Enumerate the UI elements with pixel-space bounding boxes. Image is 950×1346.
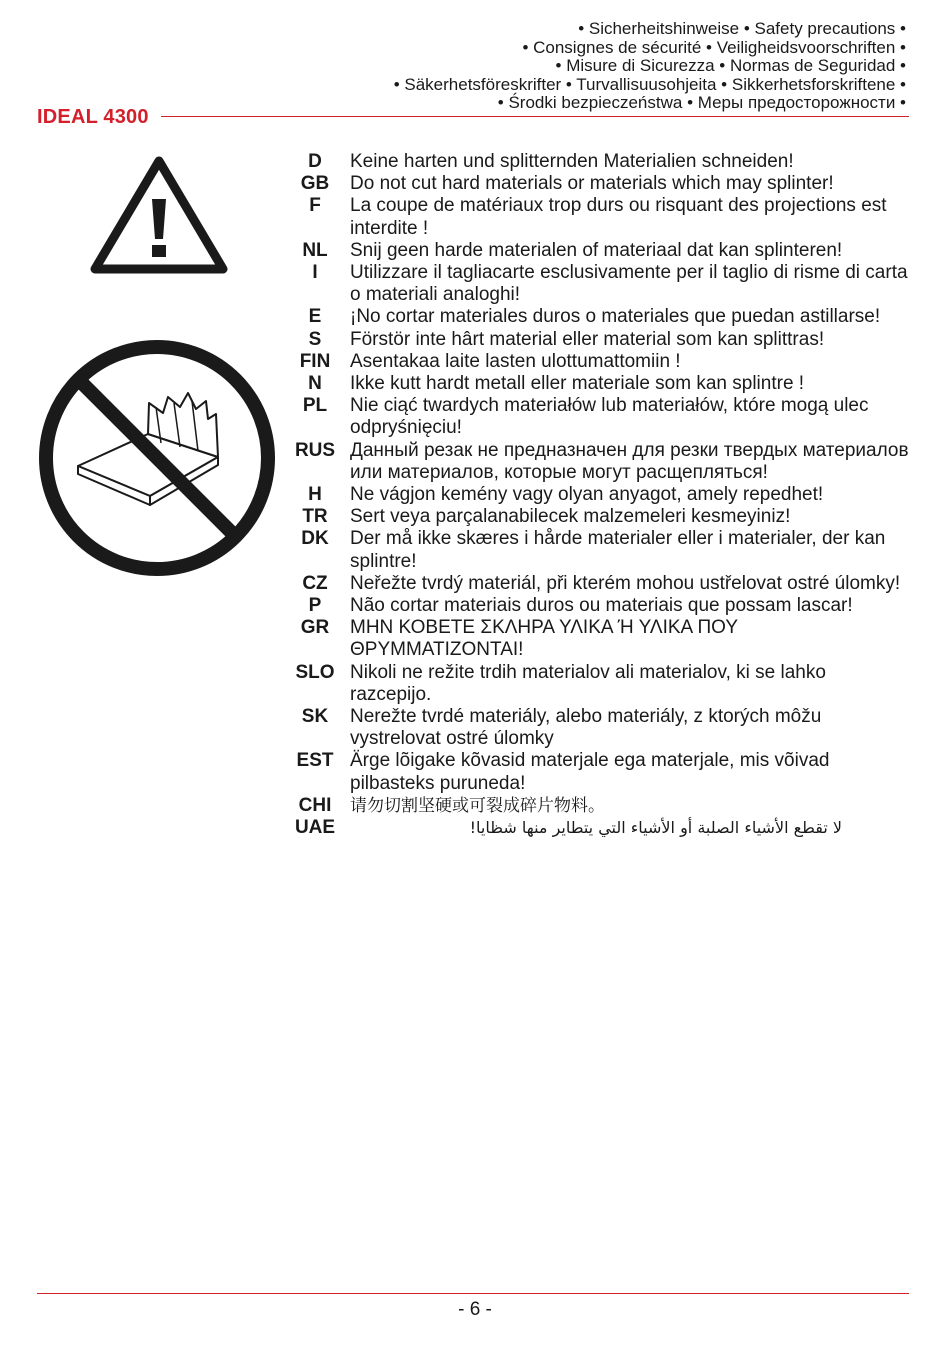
language-code: PL: [302, 395, 328, 417]
list-item: [292, 262, 912, 306]
warning-text: Der må ikke skæres i hårde materialer eller i materialer, der kan splintre!: [350, 528, 886, 572]
page-number: - 6 -: [458, 1299, 492, 1320]
warning-text: 请勿切割坚硬或可裂成碎片物料。: [350, 795, 605, 815]
warning-text: Förstör inte hârt material eller material som kan splittras!: [350, 328, 825, 350]
warning-text: ΜΗΝ ΚΟΒΕΤΕ ΣΚΛΗΡΑ ΥΛΙΚΑ Ή ΥΛΙΚΑ ΠΟΥ ΘΡΥΜΜΑΤΙΖΟΝΤΑΙ!: [350, 617, 738, 661]
header-line: • Sicherheitshinweise • Safety precautions •: [578, 19, 906, 38]
list-item: [292, 395, 912, 439]
language-code: CHI: [298, 794, 332, 816]
list-item: [292, 817, 912, 839]
language-code: TR: [302, 506, 328, 528]
header-line: • Säkerhetsföreskrifter • Turvallisuusohjeita • Sikkerhetsforskriftene •: [393, 74, 906, 94]
warning-text: Neřežte tvrdý materiál, při kterém mohou ustřelovat ostré úlomky!: [350, 572, 901, 594]
no-hard-materials-icon: [38, 339, 276, 577]
list-item: [292, 173, 912, 195]
language-code: FIN: [299, 350, 331, 372]
warning-text: Данный резак не предназначен для резки твердых материалов или материалов, которые могут расщепляться!: [350, 439, 909, 483]
language-code: DK: [301, 528, 329, 550]
list-item: [292, 484, 912, 506]
language-code: CZ: [302, 572, 328, 594]
list-item: [292, 795, 912, 817]
language-code: GR: [300, 617, 330, 639]
language-code: UAE: [294, 817, 336, 839]
header-line: • Misure di Sicurezza • Normas de Seguridad •: [555, 56, 906, 76]
list-item: [292, 528, 912, 572]
warning-text: Utilizzare il tagliacarte esclusivamente per il taglio di risme di carta o materiali analoghi!: [350, 262, 908, 306]
list-item: [292, 662, 912, 706]
list-item: [292, 151, 912, 173]
list-item: [292, 506, 912, 528]
warning-text: Nikoli ne režite trdih materialov ali materialov, ki se lahko razcepijo.: [350, 661, 826, 705]
language-code: S: [308, 328, 322, 350]
language-code: P: [308, 595, 322, 617]
warning-text: ¡No cortar materiales duros o materiales que puedan astillarse!: [350, 306, 881, 328]
warning-text: Asentakaa laite lasten ulottumattomiin !: [350, 350, 681, 372]
list-item: [292, 351, 912, 373]
list-item: [292, 750, 912, 794]
footer-divider: [37, 1293, 909, 1294]
list-item: [292, 373, 912, 395]
language-code: SLO: [295, 661, 335, 683]
safety-header: [394, 20, 906, 113]
language-code: N: [308, 373, 322, 395]
list-item: [292, 306, 912, 328]
list-item: [292, 440, 912, 484]
warning-triangle-icon: [88, 155, 230, 277]
warning-text: لا تقطع الأشياء الصلبة أو الأشياء التي يتطاير منها شظايا!: [469, 818, 842, 838]
header-divider: [161, 116, 909, 117]
warning-text: Snij geen harde materialen of materiaal dat kan splinteren!: [350, 239, 843, 261]
list-item: [292, 617, 912, 661]
language-code: NL: [302, 239, 328, 261]
header-line: • Środki bezpieczeństwa • Меры предосторожности •: [497, 93, 906, 113]
header-line: • Consignes de sécurité • Veiligheidsvoorschriften •: [522, 37, 906, 57]
warning-text: Sert veya parçalanabilecek malzemeleri kesmeyiniz!: [350, 506, 791, 528]
warning-list: [292, 151, 912, 839]
warning-text: Ikke kutt hardt metall eller materiale som kan splintre !: [350, 373, 805, 395]
warning-text: Keine harten und splitternden Materialien schneiden!: [350, 151, 794, 172]
warning-text: La coupe de matériaux trop durs ou risquant des projections est interdite !: [350, 195, 887, 239]
language-code: SK: [301, 706, 329, 728]
list-item: [292, 573, 912, 595]
language-code: EST: [296, 750, 334, 772]
list-item: [292, 240, 912, 262]
list-item: [292, 706, 912, 750]
list-item: [292, 595, 912, 617]
product-name: IDEAL 4300: [37, 106, 149, 128]
language-code: D: [308, 151, 322, 172]
warning-text: Ärge lõigake kõvasid materjale ega materjale, mis võivad pilbasteks puruneda!: [350, 750, 830, 794]
language-code: RUS: [294, 439, 336, 461]
warning-text: Do not cut hard materials or materials which may splinter!: [350, 173, 834, 195]
language-code: E: [308, 306, 322, 328]
list-item: [292, 329, 912, 351]
language-code: F: [309, 195, 321, 217]
warning-text: Não cortar materiais duros ou materiais que possam lascar!: [350, 595, 853, 617]
list-item: [292, 195, 912, 239]
language-code: H: [308, 484, 322, 506]
language-code: GB: [300, 173, 330, 195]
language-code: I: [312, 262, 318, 284]
warning-text: Nie ciąć twardych materiałów lub materiałów, które mogą ulec odpryśnięciu!: [350, 395, 869, 439]
warning-text: Nerežte tvrdé materiály, alebo materiály, z ktorých môžu vystrelovat ostré úlomky: [350, 706, 822, 750]
warning-text: Ne vágjon kemény vagy olyan anyagot, amely repedhet!: [350, 484, 824, 506]
